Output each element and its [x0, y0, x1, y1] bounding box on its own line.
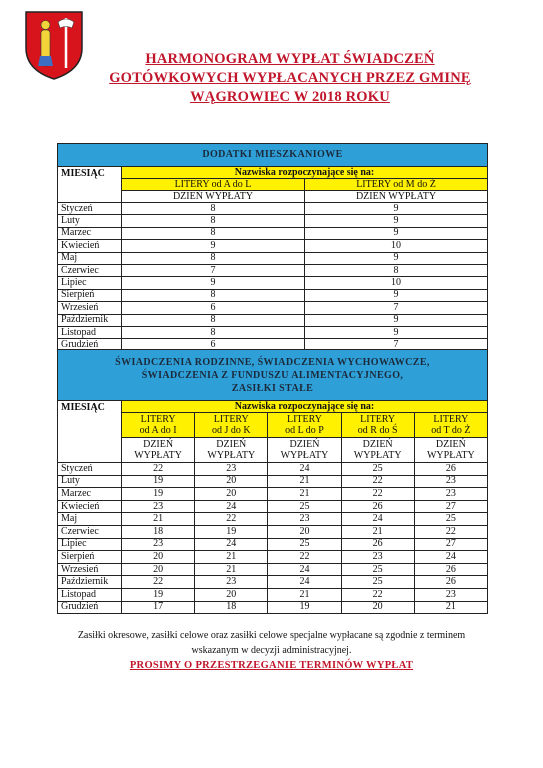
pay-day-label: DZIEŃ [143, 439, 174, 450]
value-cell: 24 [268, 463, 341, 476]
table-row [58, 475, 488, 488]
value-cell: 8 [122, 227, 305, 239]
value-cell: 25 [268, 538, 341, 551]
table-2-header-line-1: ŚWIADCZENIA RODZINNE, ŚWIADCZENIA WYCHOWAWCZE, [115, 356, 430, 368]
value-cell: 26 [341, 538, 414, 551]
table-row [58, 203, 488, 215]
table-row [58, 289, 488, 301]
letters-label: LITERY [360, 414, 396, 425]
table-row [58, 314, 488, 326]
pay-day-label: DZIEŃ [435, 439, 466, 450]
letters-range: od J do K [211, 425, 251, 436]
pay-day-label: DZIEŃ [216, 439, 247, 450]
value-cell: 25 [341, 576, 414, 589]
value-cell: 20 [341, 601, 414, 614]
pay-day-header: DZIEŃ WYPŁATY [122, 191, 305, 203]
value-cell: 22 [341, 475, 414, 488]
pay-day-label: WYPŁATY [426, 450, 475, 461]
table-row [58, 601, 488, 614]
table-row [58, 563, 488, 576]
pay-day-header [122, 438, 195, 463]
table-row [58, 488, 488, 501]
value-cell: 24 [268, 563, 341, 576]
month-cell: Październik [58, 314, 122, 326]
value-cell: 8 [305, 264, 488, 276]
table-2-header [58, 350, 488, 401]
letters-range: od L do P [285, 425, 324, 436]
footer-note [50, 628, 493, 658]
table-row [58, 252, 488, 264]
value-cell: 8 [122, 289, 305, 301]
value-cell: 26 [414, 563, 487, 576]
table-row [58, 264, 488, 276]
table-1-header: DODATKI MIESZKANIOWE [58, 144, 488, 167]
table-row [58, 326, 488, 338]
value-cell: 8 [122, 203, 305, 215]
pay-day-header [195, 438, 268, 463]
value-cell: 22 [122, 463, 195, 476]
table-row [58, 227, 488, 239]
value-cell: 23 [414, 488, 487, 501]
value-cell: 24 [414, 551, 487, 564]
value-cell: 26 [341, 500, 414, 513]
housing-allowance-table [57, 143, 488, 352]
value-cell: 25 [414, 513, 487, 526]
month-cell: Październik [58, 576, 122, 589]
value-cell: 22 [341, 488, 414, 501]
table-row [58, 551, 488, 564]
value-cell: 10 [305, 277, 488, 289]
table-row [58, 240, 488, 252]
value-cell: 8 [122, 314, 305, 326]
letters-group-header: LITERY od M do Ż [305, 179, 488, 191]
value-cell: 27 [414, 538, 487, 551]
value-cell: 20 [122, 563, 195, 576]
value-cell: 10 [305, 240, 488, 252]
value-cell: 18 [195, 601, 268, 614]
pay-day-header [268, 438, 341, 463]
table-row [58, 500, 488, 513]
table-row [58, 277, 488, 289]
value-cell: 9 [305, 326, 488, 338]
value-cell: 9 [305, 215, 488, 227]
table-row [58, 525, 488, 538]
value-cell: 25 [341, 463, 414, 476]
value-cell: 9 [305, 203, 488, 215]
value-cell: 21 [195, 551, 268, 564]
month-cell: Sierpień [58, 551, 122, 564]
pay-day-label: WYPŁATY [134, 450, 182, 461]
letters-group-header [268, 413, 341, 438]
value-cell: 25 [268, 500, 341, 513]
month-cell: Maj [58, 513, 122, 526]
month-column-header: MIESIĄC [58, 167, 122, 203]
month-cell: Styczeń [58, 463, 122, 476]
value-cell: 18 [122, 525, 195, 538]
value-cell: 20 [268, 525, 341, 538]
month-cell: Wrzesień [58, 563, 122, 576]
value-cell: 20 [195, 475, 268, 488]
letters-group-header [341, 413, 414, 438]
month-cell: Maj [58, 252, 122, 264]
value-cell: 19 [268, 601, 341, 614]
value-cell: 8 [122, 252, 305, 264]
value-cell: 22 [341, 588, 414, 601]
month-cell: Marzec [58, 488, 122, 501]
title-line-3: WĄGROWIEC W 2018 ROKU [190, 89, 390, 105]
value-cell: 22 [122, 576, 195, 589]
table-row [58, 302, 488, 314]
pay-day-label: WYPŁATY [280, 450, 329, 461]
letters-group-header: LITERY od A do L [122, 179, 305, 191]
value-cell: 26 [414, 576, 487, 589]
value-cell: 26 [414, 463, 487, 476]
month-cell: Listopad [58, 326, 122, 338]
pay-day-header [341, 438, 414, 463]
letters-group-header [195, 413, 268, 438]
value-cell: 21 [341, 525, 414, 538]
table-row [58, 588, 488, 601]
letters-group-header [122, 413, 195, 438]
family-benefits-table [57, 349, 488, 614]
value-cell: 23 [268, 513, 341, 526]
pay-day-label: DZIEŃ [362, 439, 393, 450]
pay-day-label: WYPŁATY [353, 450, 402, 461]
month-cell: Czerwiec [58, 264, 122, 276]
value-cell: 7 [305, 339, 488, 351]
request-notice: PROSIMY O PRZESTRZEGANIE TERMINÓW WYPŁAT [129, 660, 414, 671]
table-row [58, 215, 488, 227]
value-cell: 20 [122, 551, 195, 564]
month-cell: Wrzesień [58, 302, 122, 314]
value-cell: 27 [414, 500, 487, 513]
pay-day-header: DZIEŃ WYPŁATY [305, 191, 488, 203]
value-cell: 21 [195, 563, 268, 576]
value-cell: 23 [195, 576, 268, 589]
value-cell: 9 [305, 227, 488, 239]
value-cell: 7 [305, 302, 488, 314]
surnames-header: Nazwiska rozpoczynające się na: [122, 401, 488, 413]
value-cell: 22 [414, 525, 487, 538]
month-cell: Grudzień [58, 601, 122, 614]
month-cell: Luty [58, 475, 122, 488]
value-cell: 9 [305, 289, 488, 301]
value-cell: 21 [268, 475, 341, 488]
value-cell: 8 [122, 326, 305, 338]
value-cell: 23 [122, 538, 195, 551]
table-2-body [58, 463, 488, 614]
value-cell: 6 [122, 339, 305, 351]
table-2-header-line-3: ZASIŁKI STAŁE [231, 382, 314, 394]
value-cell: 20 [195, 488, 268, 501]
value-cell: 24 [195, 538, 268, 551]
title-line-2: GOTÓWKOWYCH WYPŁACANYCH PRZEZ GMINĘ [109, 70, 471, 86]
value-cell: 23 [195, 463, 268, 476]
value-cell: 21 [414, 601, 487, 614]
letters-range: od R do Ś [357, 425, 398, 436]
value-cell: 21 [268, 588, 341, 601]
month-cell: Czerwiec [58, 525, 122, 538]
table-row [58, 513, 488, 526]
value-cell: 23 [122, 500, 195, 513]
value-cell: 9 [305, 252, 488, 264]
value-cell: 24 [341, 513, 414, 526]
table-row [58, 538, 488, 551]
value-cell: 19 [122, 588, 195, 601]
footer-line-2: wskazanym w decyzji administracyjnej. [191, 645, 352, 656]
month-cell: Kwiecień [58, 500, 122, 513]
table-2-header-line-2: ŚWIADCZENIA Z FUNDUSZU ALIMENTACYJNEGO, [141, 369, 404, 381]
value-cell: 17 [122, 601, 195, 614]
surnames-header: Nazwiska rozpoczynające się na: [122, 167, 488, 179]
letters-label: LITERY [140, 414, 176, 425]
letters-range: od T do Ż [431, 425, 471, 436]
value-cell: 25 [341, 563, 414, 576]
footer-line-1: Zasiłki okresowe, zasiłki celowe oraz zasiłki celowe specjalne wypłacane są zgodnie z terminem [77, 630, 466, 641]
value-cell: 9 [122, 240, 305, 252]
value-cell: 21 [122, 513, 195, 526]
value-cell: 19 [195, 525, 268, 538]
value-cell: 6 [122, 302, 305, 314]
letters-range: od A do I [139, 425, 177, 436]
month-cell: Sierpień [58, 289, 122, 301]
letters-label: LITERY [286, 414, 322, 425]
value-cell: 20 [195, 588, 268, 601]
month-cell: Luty [58, 215, 122, 227]
coat-of-arms-logo [22, 8, 86, 82]
pay-day-label: WYPŁATY [207, 450, 256, 461]
letters-label: LITERY [213, 414, 249, 425]
month-cell: Kwiecień [58, 240, 122, 252]
value-cell: 19 [122, 488, 195, 501]
letters-group-header [414, 413, 487, 438]
value-cell: 23 [414, 588, 487, 601]
value-cell: 9 [122, 277, 305, 289]
value-cell: 19 [122, 475, 195, 488]
value-cell: 22 [195, 513, 268, 526]
letters-label: LITERY [433, 414, 469, 425]
month-cell: Lipiec [58, 277, 122, 289]
value-cell: 23 [341, 551, 414, 564]
month-column-header: MIESIĄC [58, 401, 122, 463]
value-cell: 7 [122, 264, 305, 276]
value-cell: 9 [305, 314, 488, 326]
value-cell: 21 [268, 488, 341, 501]
pay-day-header [414, 438, 487, 463]
month-cell: Marzec [58, 227, 122, 239]
value-cell: 24 [195, 500, 268, 513]
month-cell: Lipiec [58, 538, 122, 551]
month-cell: Listopad [58, 588, 122, 601]
value-cell: 24 [268, 576, 341, 589]
month-cell: Grudzień [58, 339, 122, 351]
table-row [58, 576, 488, 589]
value-cell: 22 [268, 551, 341, 564]
table-row [58, 463, 488, 476]
title-line-1: HARMONOGRAM WYPŁAT ŚWIADCZEŃ [145, 51, 435, 67]
pay-day-label: DZIEŃ [289, 439, 320, 450]
value-cell: 23 [414, 475, 487, 488]
month-cell: Styczeń [58, 203, 122, 215]
page-title [90, 50, 490, 107]
value-cell: 8 [122, 215, 305, 227]
